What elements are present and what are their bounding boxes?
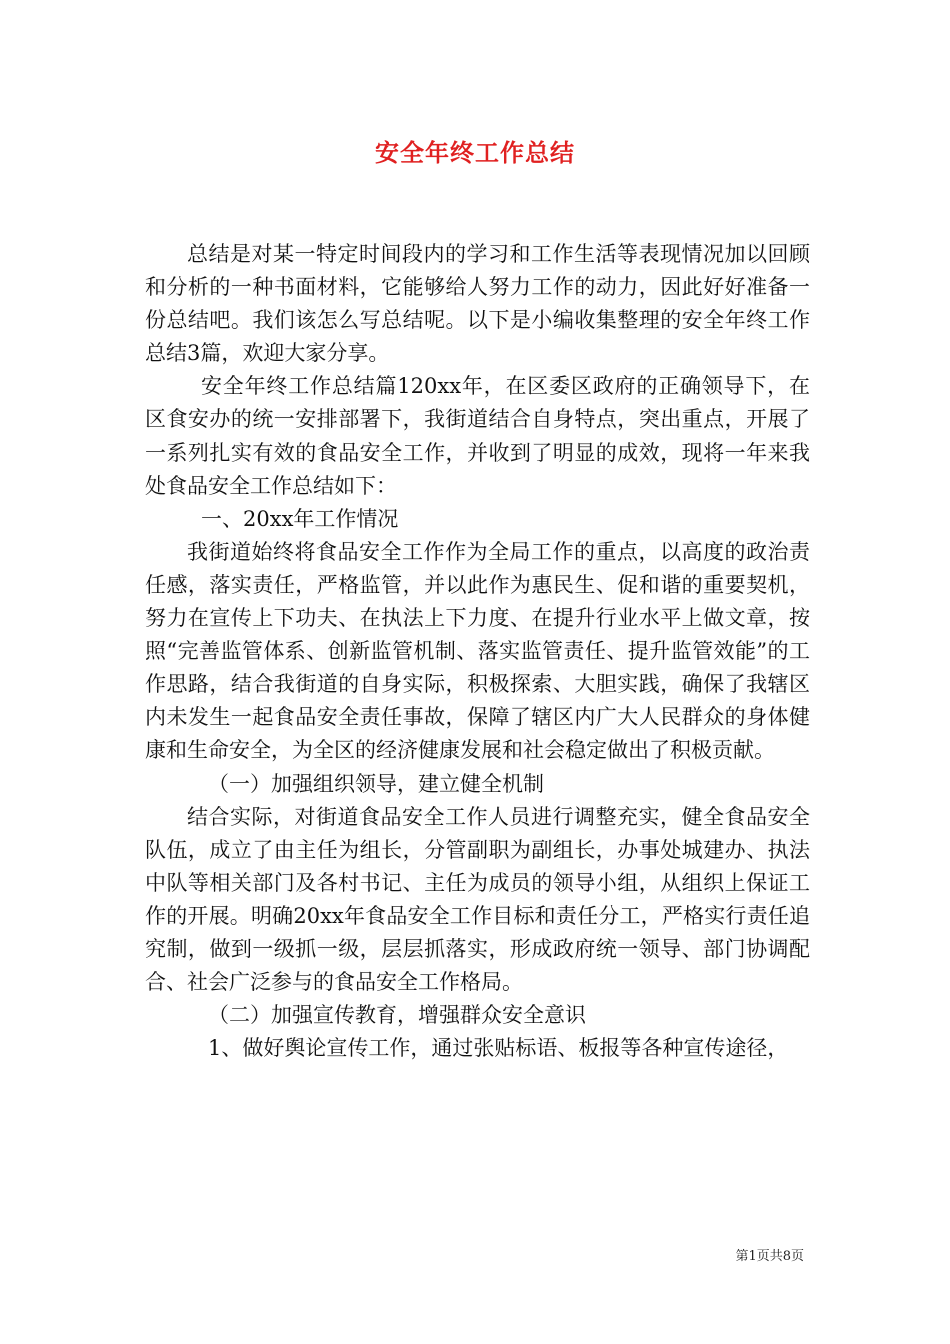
section-heading: 一、20xx年工作情况 — [201, 506, 399, 531]
intro-paragraph: 总结是对某一特定时间段内的学习和工作生活等表现情况加以回顾和分析的一种书面材料，它能够给人努力工作的动力，因此好好准备一份总结吧。我们该怎么写总结呢。以下是小编收集整理的安全年终工作总结3篇，欢迎大家分享。 — [145, 242, 810, 366]
subsection-heading: （二）加强宣传教育，增强群众安全意识 — [208, 1003, 586, 1028]
body-paragraph: 结合实际，对街道食品安全工作人员进行调整充实，健全食品安全队伍，成立了由主任为组长，分管副职为副组长，办事处城建办、执法中队等相关部门及各村书记、主任为成员的领导小组，从组织上保证工作的开展。明确20xx年食品安全工作目标和责任分工，严格实行责任追究制，做到一级抓一级，层层抓落实，形成政府统一领导、部门协调配合、社会广泛参与的食品安全工作格局。 — [145, 804, 810, 995]
article-opening-paragraph: 安全年终工作总结篇120xx年，在区委区政府的正确领导下，在区食安办的统一安排部署下，我街道结合自身特点，突出重点，开展了一系列扎实有效的食品安全工作，并收到了明显的成效，现将一年来我处食品安全工作总结如下： — [145, 374, 810, 498]
document-title: 安全年终工作总结 — [375, 138, 575, 167]
document-body — [145, 238, 810, 1065]
list-item: 1、做好舆论宣传工作，通过张贴标语、板报等各种宣传途径， — [208, 1036, 789, 1061]
body-paragraph: 我街道始终将食品安全工作作为全局工作的重点，以高度的政治责任感，落实责任，严格监管，并以此作为惠民生、促和谐的重要契机，努力在宣传上下功夫、在执法上下力度、在提升行业水平上做文章，按照“完善监管体系、创新监管机制、落实监管责任、提升监管效能”的工作思路，结合我街道的自身实际，积极探索、大胆实践，确保了我辖区内未发生一起食品安全责任事故，保障了辖区内广大人民群众的身体健康和生命安全，为全区的经济健康发展和社会稳定做出了积极贡献。 — [145, 539, 810, 763]
page-number: 第1页共8页 — [735, 1249, 804, 1264]
subsection-heading: （一）加强组织领导，建立健全机制 — [208, 771, 544, 796]
